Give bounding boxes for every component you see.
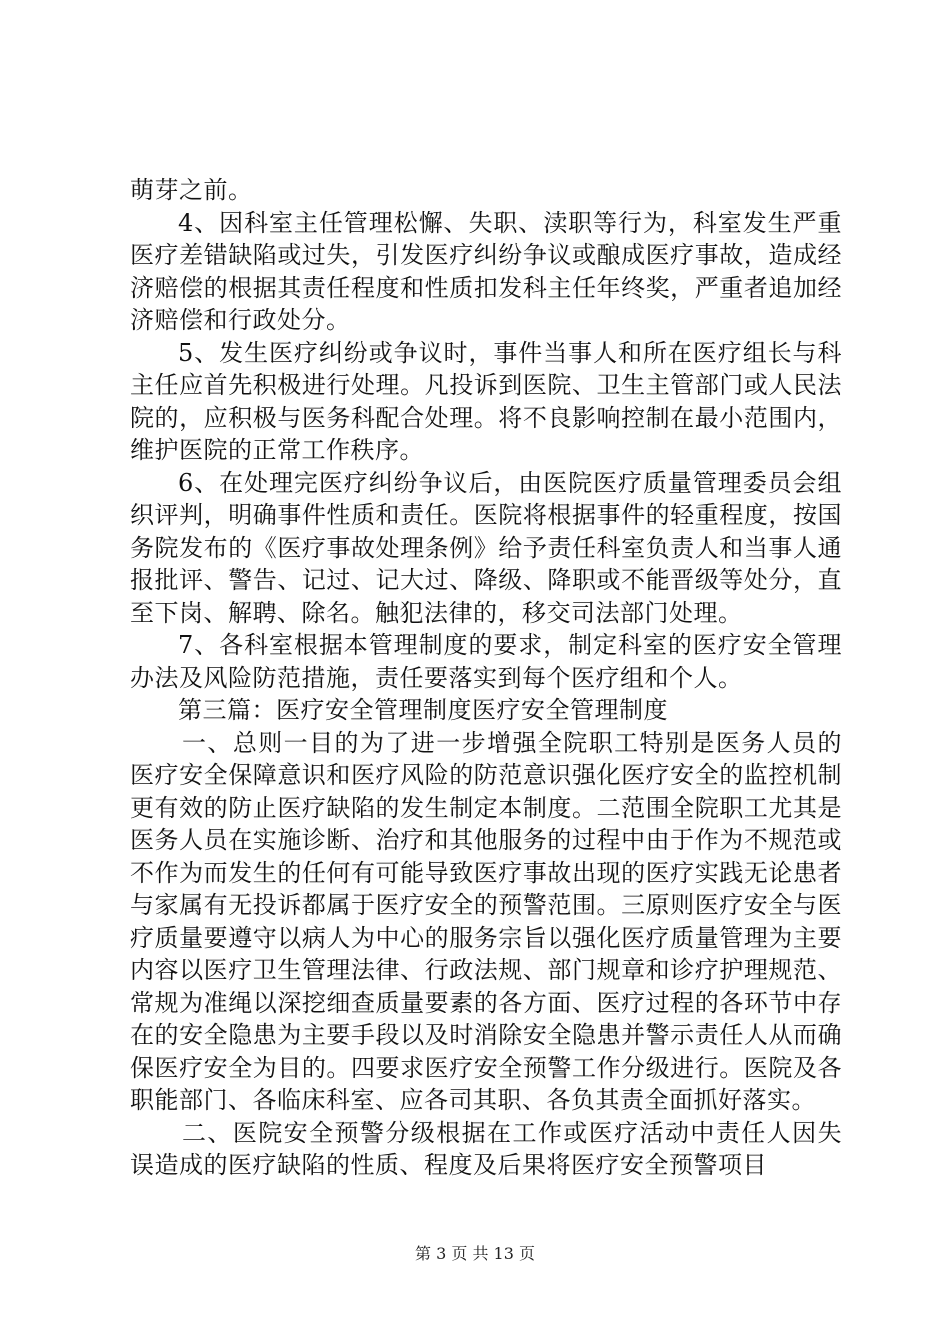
paragraph-warning-levels: 二、医院安全预警分级根据在工作或医疗活动中责任人因失误造成的医疗缺陷的性质、程度及后果将医疗安全预警项目 <box>130 1118 842 1179</box>
paragraph-item-6: 6、在处理完医疗纠纷争议后，由医院医疗质量管理委员会组织评判，明确事件性质和责任。医院将根据事件的轻重程度，按国务院发布的《医疗事故处理条例》给予责任科室负责人和当事人通报批评、警告、记过、记大过、降级、降职或不能晋级等处分，直至下岗、解聘、除名。触犯法律的，移交司法部门处理。 <box>130 468 842 627</box>
paragraph-general-principles: 一、总则一目的为了进一步增强全院职工特别是医务人员的医疗安全保障意识和医疗风险的防范意识强化医疗安全的监控机制更有效的防止医疗缺陷的发生制定本制度。二范围全院职工尤其是医务人员在实施诊断、治疗和其他服务的过程中由于作为不规范或不作为而发生的任何有可能导致医疗事故出现的医疗实践无论患者与家属有无投诉都属于医疗安全的预警范围。三原则医疗安全与医疗质量要遵守以病人为中心的服务宗旨以强化医疗质量管理为主要内容以医疗卫生管理法律、行政法规、部门规章和诊疗护理规范、常规为准绳以深挖细查质量要素的各方面、医疗过程的各环节中存在的安全隐患为主要手段以及时消除安全隐患并警示责任人从而确保医疗安全为目的。四要求医疗安全预警工作分级进行。医院及各职能部门、各临床科室、应各司其职、各负其责全面抓好落实。 <box>130 728 842 1114</box>
section-heading: 第三篇：医疗安全管理制度医疗安全管理制度 <box>178 696 668 724</box>
paragraph-item-4: 4、因科室主任管理松懈、失职、渎职等行为，科室发生严重医疗差错缺陷或过失，引发医疗纠纷争议或酿成医疗事故，造成经济赔偿的根据其责任程度和性质扣发科主任年终奖，严重者追加经济赔偿和行政处分。 <box>130 208 842 334</box>
page-footer: 第 3 页 共 13 页 <box>415 1244 535 1263</box>
paragraph-item-7: 7、各科室根据本管理制度的要求，制定科室的医疗安全管理办法及风险防范措施，责任要落实到每个医疗组和个人。 <box>130 631 842 692</box>
document-body <box>130 174 842 1182</box>
paragraph-continuation: 萌芽之前。 <box>130 176 253 204</box>
paragraph-item-5: 5、发生医疗纠纷或争议时，事件当事人和所在医疗组长与科主任应首先积极进行处理。凡投诉到医院、卫生主管部门或人民法院的，应积极与医务科配合处理。将不良影响控制在最小范围内，维护医院的正常工作秩序。 <box>130 338 842 464</box>
